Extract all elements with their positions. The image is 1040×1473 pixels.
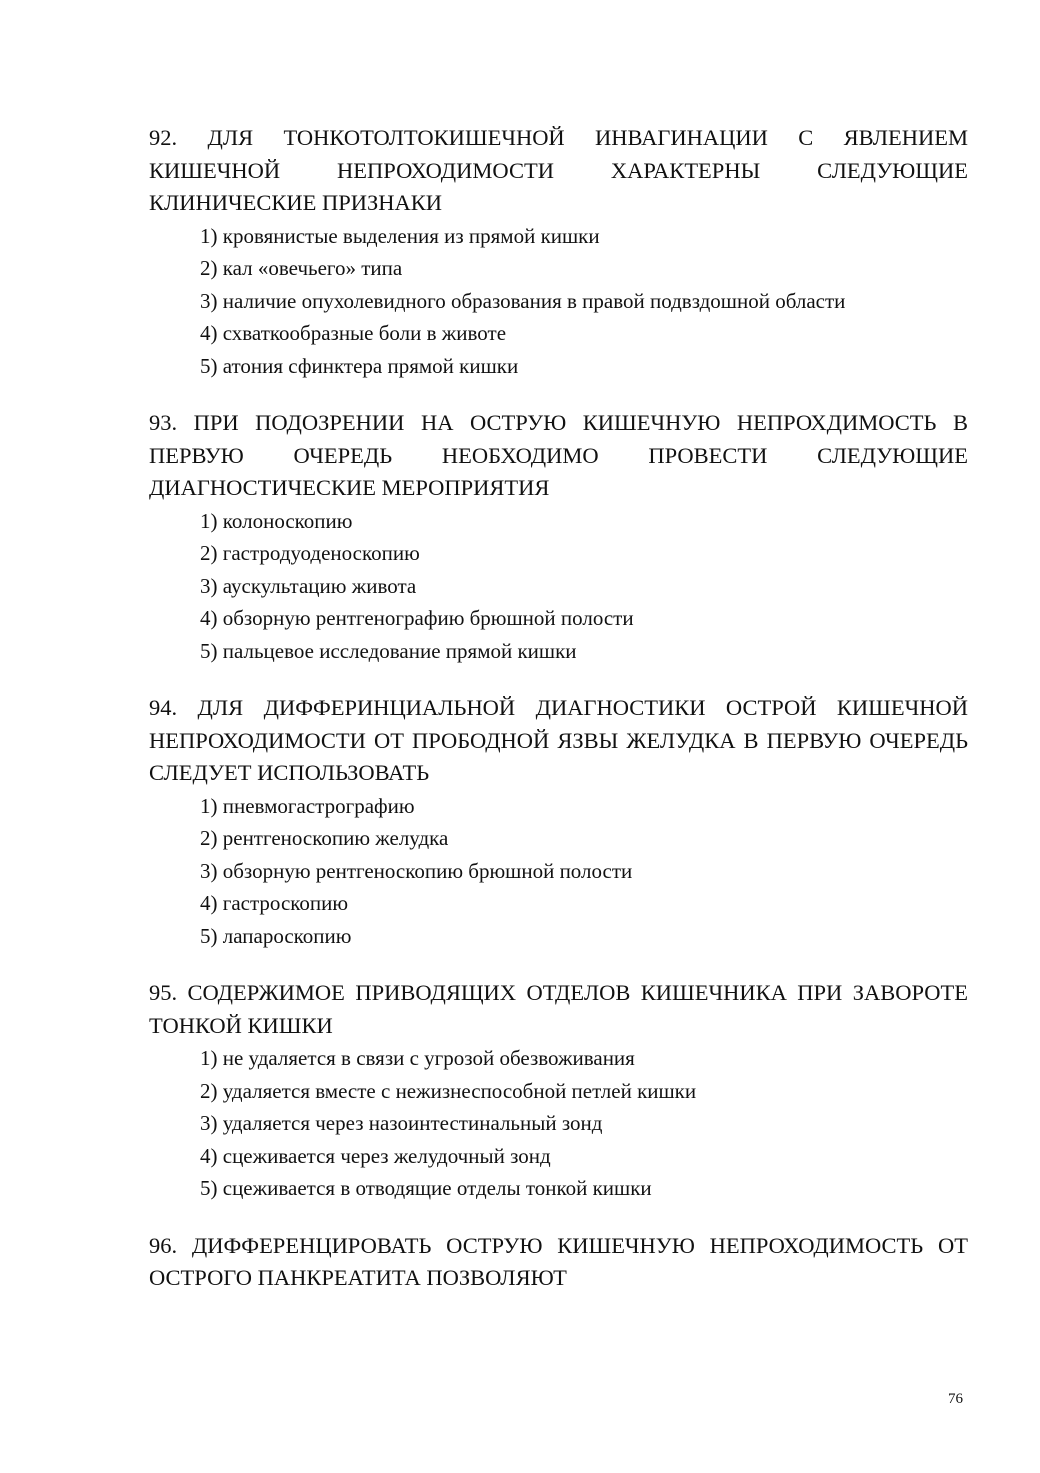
option-item: 4) схваткообразные боли в животе bbox=[200, 321, 507, 345]
option-list bbox=[149, 505, 968, 668]
document-page bbox=[149, 122, 968, 1320]
option-item: 2) рентгеноскопию желудка bbox=[200, 826, 449, 850]
question-title: 95. СОДЕРЖИМОЕ ПРИВОДЯЩИХ ОТДЕЛОВ КИШЕЧНИКА ПРИ ЗАВОРОТЕ ТОНКОЙ КИШКИ bbox=[149, 980, 968, 1038]
option-item: 5) пальцевое исследование прямой кишки bbox=[200, 638, 577, 663]
option-item: 4) обзорную рентгенографию брюшной полости bbox=[200, 606, 634, 630]
option-item: 1) колоноскопию bbox=[200, 508, 353, 533]
option-list bbox=[149, 790, 968, 953]
question-95 bbox=[149, 977, 968, 1205]
option-item: 5) лапароскопию bbox=[200, 923, 352, 948]
option-item: 1) кровянистые выделения из прямой кишки bbox=[200, 223, 600, 248]
question-94 bbox=[149, 692, 968, 952]
question-title: 93. ПРИ ПОДОЗРЕНИИ НА ОСТРУЮ КИШЕЧНУЮ НЕПРОХДИМОСТЬ В ПЕРВУЮ ОЧЕРЕДЬ НЕОБХОДИМО ПРОВЕСТИ СЛЕДУЮЩИЕ ДИАГНОСТИЧЕСКИЕ МЕРОПРИЯТИЯ bbox=[149, 410, 968, 500]
option-item: 3) аускультацию живота bbox=[200, 573, 417, 598]
page-number: 76 bbox=[948, 1391, 963, 1407]
question-title: 94. ДЛЯ ДИФФЕРИНЦИАЛЬНОЙ ДИАГНОСТИКИ ОСТРОЙ КИШЕЧНОЙ НЕПРОХОДИМОСТИ ОТ ПРОБОДНОЙ ЯЗВЫ ЖЕЛУДКА В ПЕРВУЮ ОЧЕРЕДЬ СЛЕДУЕТ ИСПОЛЬЗОВАТЬ bbox=[149, 695, 968, 785]
option-item: 5) атония сфинктера прямой кишки bbox=[200, 353, 519, 378]
option-list bbox=[149, 220, 968, 383]
option-item: 4) сцеживается через желудочный зонд bbox=[200, 1143, 551, 1168]
option-item: 3) наличие опухолевидного образования в правой подвздошной области bbox=[200, 288, 846, 313]
question-96 bbox=[149, 1230, 968, 1295]
option-item: 2) кал «овечьего» типа bbox=[200, 256, 403, 280]
option-item: 3) удаляется через назоинтестинальный зонд bbox=[200, 1111, 603, 1135]
question-title: 92. ДЛЯ ТОНКОТОЛТОКИШЕЧНОЙ ИНВАГИНАЦИИ С ЯВЛЕНИЕМ КИШЕЧНОЙ НЕПРОХОДИМОСТИ ХАРАКТЕРНЫ СЛЕДУЮЩИЕ КЛИНИЧЕСКИЕ ПРИЗНАКИ bbox=[149, 125, 968, 215]
option-item: 5) сцеживается в отводящие отделы тонкой кишки bbox=[200, 1176, 652, 1200]
question-92 bbox=[149, 122, 968, 382]
option-item: 2) удаляется вместе с нежизнеспособной петлей кишки bbox=[200, 1078, 697, 1103]
option-item: 4) гастроскопию bbox=[200, 891, 349, 915]
option-list bbox=[149, 1042, 968, 1205]
question-93 bbox=[149, 407, 968, 667]
question-title: 96. ДИФФЕРЕНЦИРОВАТЬ ОСТРУЮ КИШЕЧНУЮ НЕПРОХОДИМОСТЬ ОТ ОСТРОГО ПАНКРЕАТИТА ПОЗВОЛЯЮТ bbox=[149, 1232, 968, 1290]
option-item: 2) гастродуоденоскопию bbox=[200, 541, 420, 565]
option-item: 3) обзорную рентгеноскопию брюшной полости bbox=[200, 858, 633, 883]
option-item: 1) пневмогастрографию bbox=[200, 793, 415, 818]
option-item: 1) не удаляется в связи с угрозой обезвоживания bbox=[200, 1046, 635, 1070]
